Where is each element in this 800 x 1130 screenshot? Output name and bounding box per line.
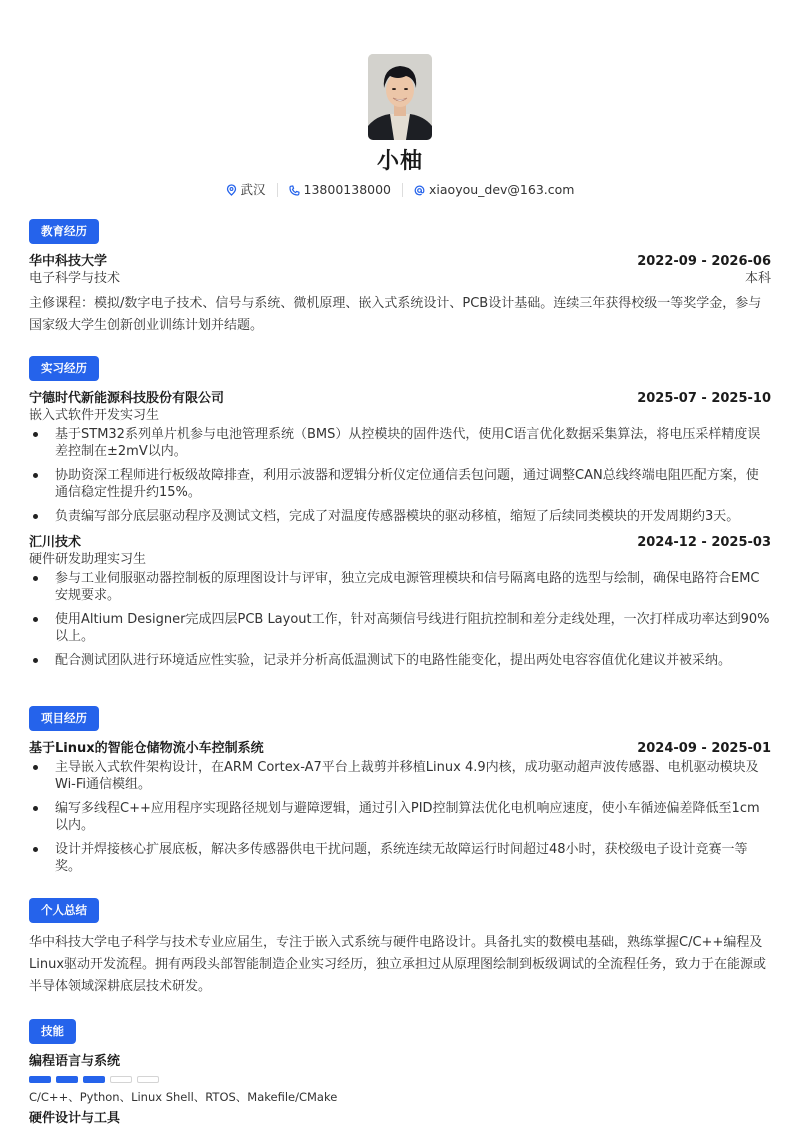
location-text: 武汉 — [240, 182, 266, 197]
bullet-item: 编写多线程C++应用程序实现路径规划与避障逻辑，通过引入PID控制算法优化电机响应速度，使小车循迹偏差降低至1cm以内。 — [29, 800, 771, 834]
section-title-internship: 实习经历 — [29, 356, 99, 381]
role: 嵌入式软件开发实习生 — [29, 408, 160, 423]
skill-title: 编程语言与系统 — [29, 1054, 121, 1069]
avatar — [368, 54, 432, 140]
skill-level-filled — [29, 1076, 51, 1083]
bullet-item: 使用Altium Designer完成四层PCB Layout工作，针对高频信号线进行阻抗控制和差分走线处理，一次打样成功率达到90%以上。 — [29, 611, 771, 645]
section-title-project: 项目经历 — [29, 706, 99, 731]
phone-icon — [289, 185, 300, 196]
skill-level-bar — [29, 1076, 771, 1083]
bullet-item: 配合测试团队进行环境适应性实验，记录并分析高低温测试下的电路性能变化，提出两处电容容值优化建议并被采纳。 — [29, 652, 771, 669]
section-title-summary: 个人总结 — [29, 898, 99, 923]
contact-email — [414, 182, 574, 198]
phone-text: 13800138000 — [303, 182, 392, 197]
location-pin-icon — [226, 184, 237, 196]
section-title-skills: 技能 — [29, 1019, 76, 1044]
candidate-name: 小柚 — [376, 149, 423, 174]
bullet-item: 协助资深工程师进行板级故障排查，利用示波器和逻辑分析仪定位通信丢包问题，通过调整CAN总线终端电阻匹配方案，使通信稳定性提升约15%。 — [29, 467, 771, 501]
bullet-item: 负责编写部分底层驱动程序及测试文档，完成了对温度传感器模块的驱动移植，缩短了后续同类模块的开发周期约3天。 — [29, 508, 771, 525]
major: 电子科学与技术 — [29, 271, 121, 286]
profile-header — [29, 0, 771, 198]
summary-section — [29, 898, 771, 998]
role: 硬件研发助理实习生 — [29, 552, 147, 567]
bullet-item: 主导嵌入式软件架构设计，在ARM Cortex-A7平台上裁剪并移植Linux 4.9内核，成功驱动超声波传感器、电机驱动模块及Wi-Fi通信模组。 — [29, 759, 771, 793]
skill-level-empty — [110, 1076, 132, 1083]
divider — [402, 183, 403, 197]
bullet-list — [29, 426, 771, 525]
project-section — [29, 706, 771, 882]
section-title-education: 教育经历 — [29, 219, 99, 244]
degree: 本科 — [744, 271, 771, 286]
contact-location — [226, 182, 266, 198]
education-entry-sub — [29, 270, 771, 287]
internship-entry-header — [29, 390, 771, 407]
summary-text: 华中科技大学电子科学与技术专业应届生，专注于嵌入式系统与硬件电路设计。具备扎实的数模电基础，熟练掌握C/C++编程及Linux驱动开发流程。拥有两段头部智能制造企业实习经历，独立承担过从原理图绘制到板级调试的全流程任务，致力于在能源或半导体领域深耕底层技术研发。 — [29, 935, 767, 994]
school-name: 华中科技大学 — [29, 254, 108, 269]
skill-level-filled — [83, 1076, 105, 1083]
bullet-item: 设计并焊接核心扩展底板，解决多传感器供电干扰问题，系统连续无故障运行时间超过48小时，获校级电子设计竞赛一等奖。 — [29, 841, 771, 875]
skill-title: 硬件设计与工具 — [29, 1111, 121, 1126]
bullet-list — [29, 570, 771, 669]
company-name: 汇川技术 — [29, 535, 82, 550]
profile-photo-icon — [368, 54, 432, 140]
bullet-list — [29, 759, 771, 875]
company-name: 宁德时代新能源科技股份有限公司 — [29, 391, 225, 406]
divider — [277, 183, 278, 197]
email-text: xiaoyou_dev@163.com — [429, 182, 575, 197]
skill-group — [29, 1053, 771, 1105]
internship-entry-header — [29, 534, 771, 551]
internship-date: 2024-12 - 2025-03 — [637, 535, 771, 550]
internship-entry — [29, 534, 771, 669]
bullet-item: 参与工业伺服驱动器控制板的原理图设计与评审，独立完成电源管理模块和信号隔离电路的选型与绘制，确保电路符合EMC安规要求。 — [29, 570, 771, 604]
education-date: 2022-09 - 2026-06 — [637, 254, 771, 269]
at-sign-icon — [414, 185, 425, 196]
internship-entry — [29, 390, 771, 525]
education-description: 主修课程：模拟/数字电子技术、信号与系统、微机原理、嵌入式系统设计、PCB设计基础。连续三年获得校级一等奖学金，参与国家级大学生创新创业训练计划并结题。 — [29, 296, 762, 333]
project-entry-header — [29, 740, 771, 757]
internship-section — [29, 356, 771, 676]
skills-section — [29, 1019, 771, 1127]
project-date: 2024-09 - 2025-01 — [637, 741, 771, 756]
skill-level-empty — [137, 1076, 159, 1083]
skill-description: C/C++、Python、Linux Shell、RTOS、Makefile/CMake — [29, 1090, 338, 1104]
contact-phone — [289, 182, 391, 198]
internship-date: 2025-07 - 2025-10 — [637, 391, 771, 406]
skill-level-filled — [56, 1076, 78, 1083]
contact-info — [29, 182, 771, 198]
education-entry-header — [29, 253, 771, 270]
bullet-item: 基于STM32系列单片机参与电池管理系统（BMS）从控模块的固件迭代，使用C语言优化数据采集算法，将电压采样精度误差控制在±2mV以内。 — [29, 426, 771, 460]
skill-group — [29, 1110, 771, 1127]
education-section — [29, 219, 771, 337]
project-name: 基于Linux的智能仓储物流小车控制系统 — [29, 741, 264, 756]
